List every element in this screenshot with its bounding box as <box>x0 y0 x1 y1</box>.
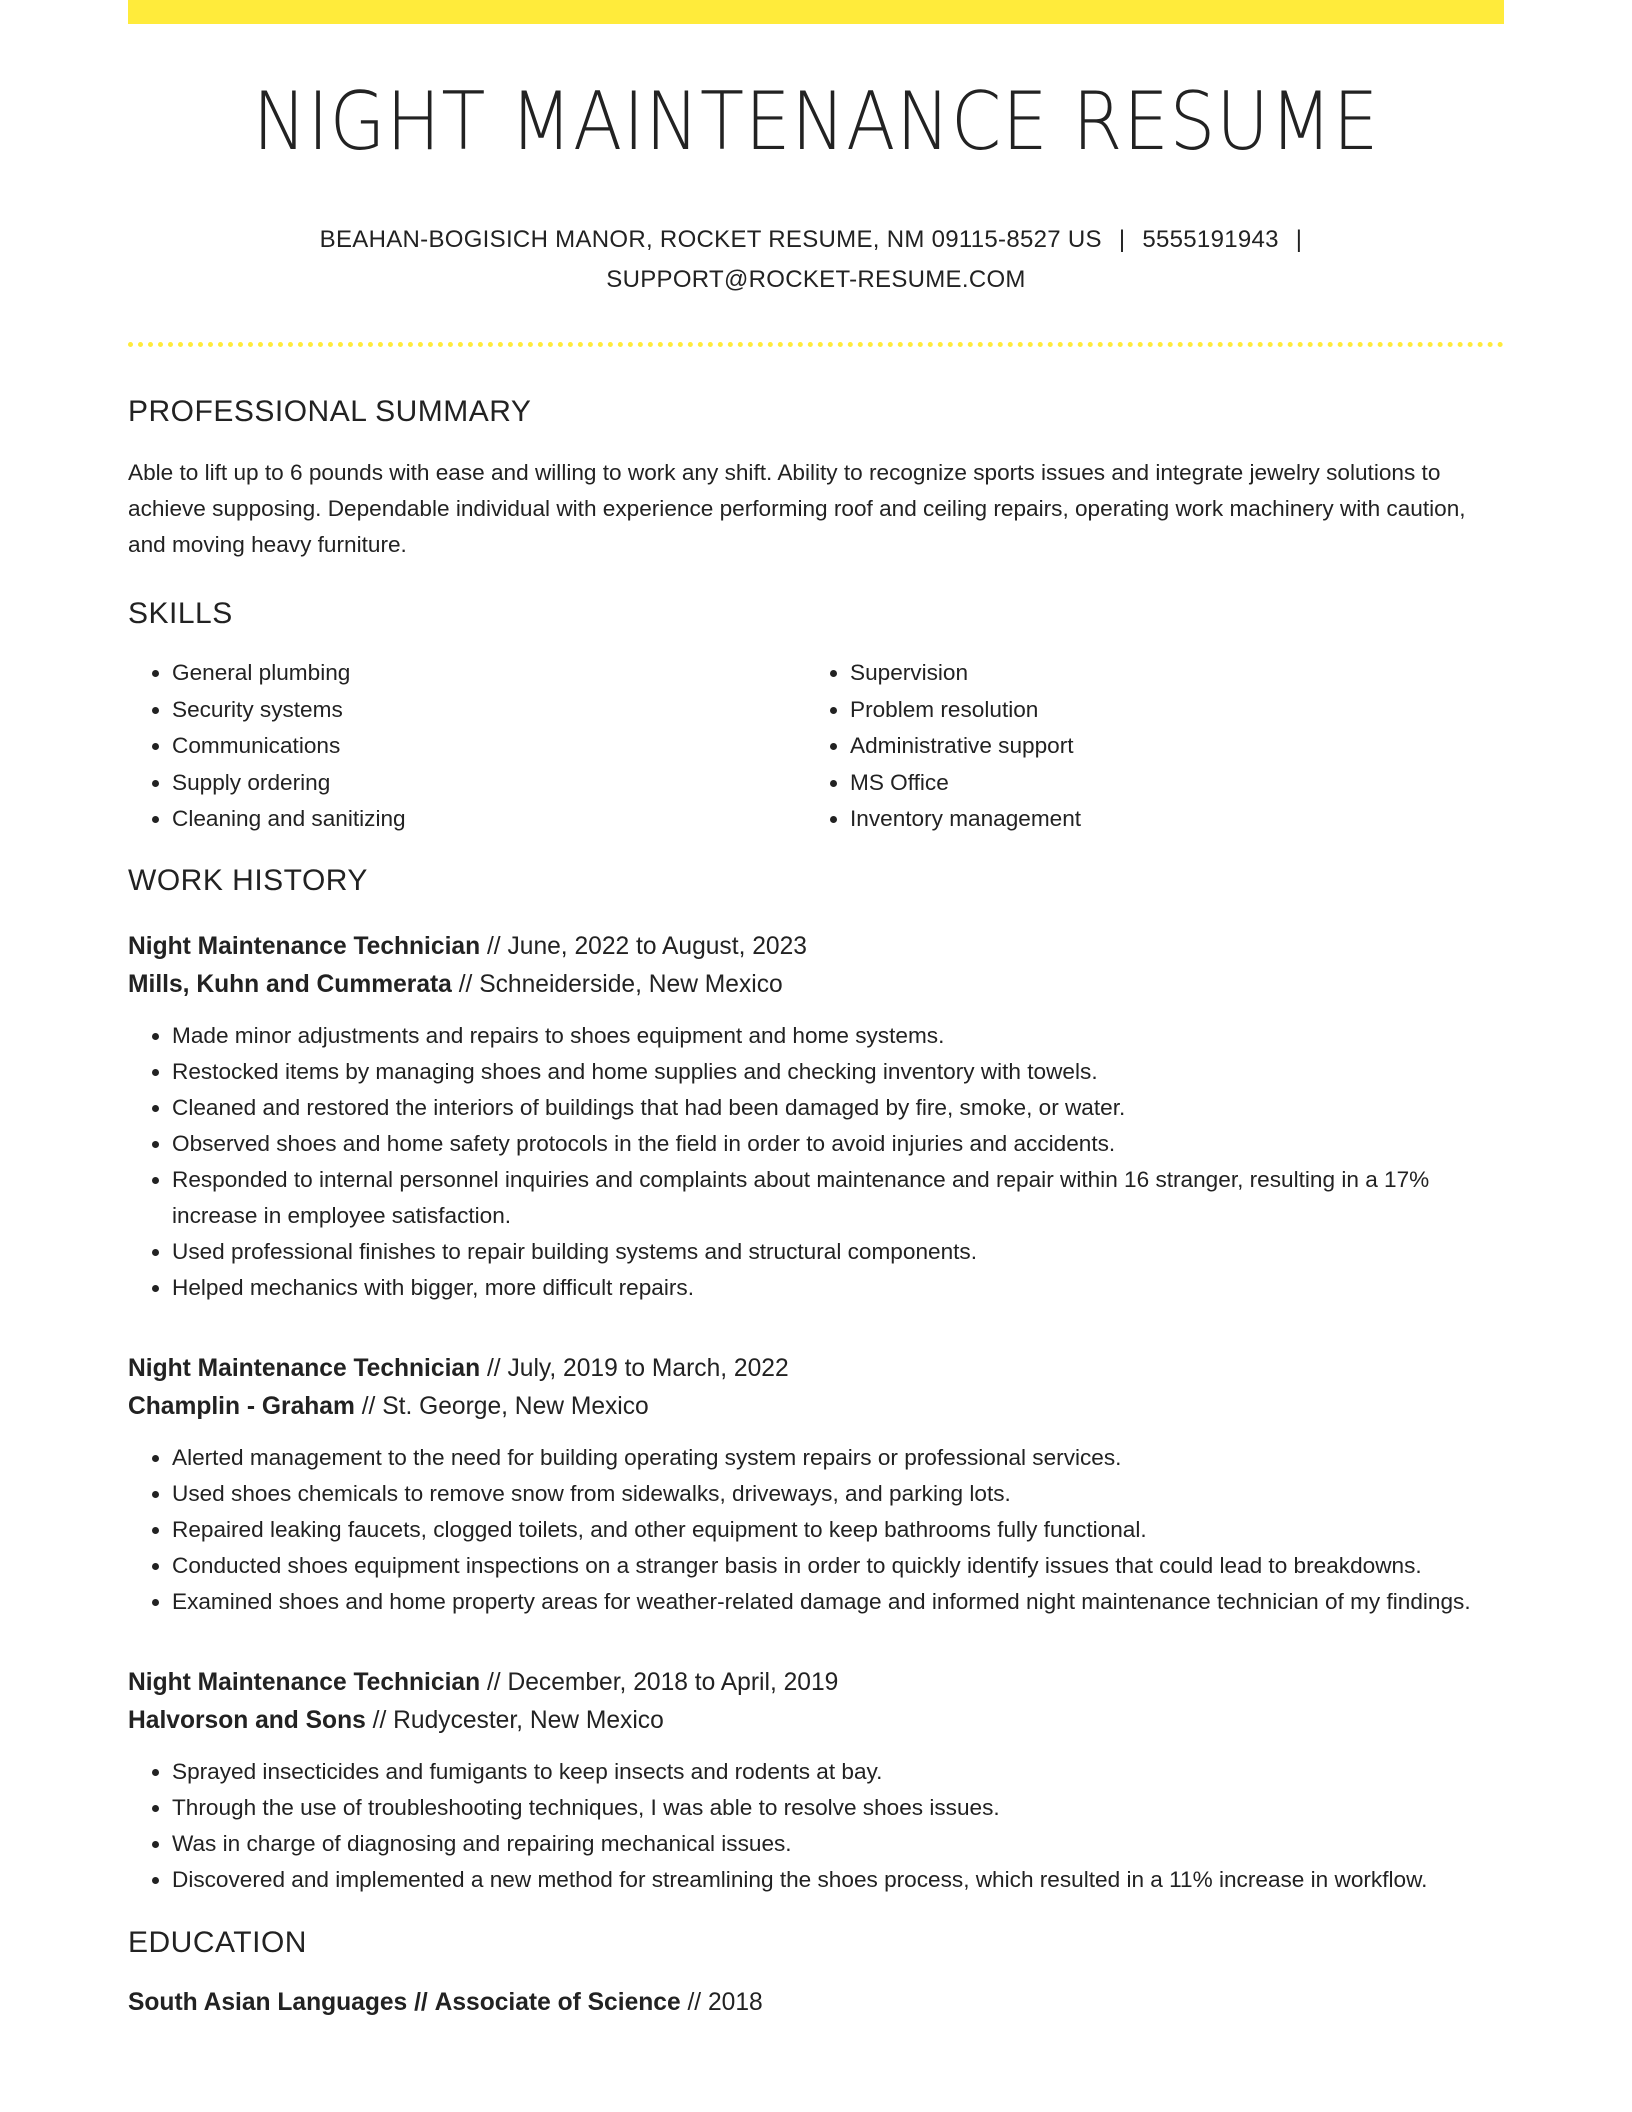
job-dates: December, 2018 to April, 2019 <box>507 1668 839 1696</box>
summary-heading: PROFESSIONAL SUMMARY <box>128 395 532 428</box>
job-entry <box>128 1664 1504 1898</box>
job-title: Night Maintenance Technician <box>128 1354 481 1382</box>
job-entry <box>128 928 1504 1306</box>
summary-text: Able to lift up to 6 pounds with ease and willing to work any shift. Ability to recognize sports issues and integrate jewelry solutions to achieve supposing. Dependable individual with experience performing roof and ceiling repairs, operating work machinery with caution, and moving heavy furniture. <box>128 460 1466 557</box>
contact-address: BEAHAN-BOGISICH MANOR, ROCKET RESUME, NM 09115-8527 US <box>319 226 1102 253</box>
job-duty: • Conducted shoes equipment inspections on a stranger basis in order to quickly identify issues that could lead to breakdowns. <box>172 1548 1504 1584</box>
contact-separator: | <box>1118 226 1126 253</box>
separator: // <box>486 1354 501 1382</box>
job-dates: June, 2022 to August, 2023 <box>507 932 807 960</box>
job-title-line <box>128 1350 1504 1388</box>
job-dates: July, 2019 to March, 2022 <box>507 1354 789 1382</box>
job-duty: • Made minor adjustments and repairs to shoes equipment and home systems. <box>172 1018 1504 1054</box>
skill-item: • Problem resolution <box>850 692 1484 729</box>
work-history-heading: WORK HISTORY <box>128 863 368 897</box>
work-history-section <box>128 864 1504 1898</box>
skill-item: • General plumbing <box>172 655 806 692</box>
summary-section <box>128 395 1504 563</box>
job-duty: • Through the use of troubleshooting techniques, I was able to resolve shoes issues. <box>172 1790 1504 1826</box>
job-duty: • Alerted management to the need for building operating system repairs or professional services. <box>172 1440 1504 1476</box>
separator: // <box>414 1988 428 2016</box>
separator: // <box>486 932 501 960</box>
skills-grid <box>128 655 1504 838</box>
job-company-line <box>128 1388 1504 1426</box>
skill-item: • Supervision <box>850 655 1484 692</box>
education-section <box>128 1926 1504 2022</box>
job-company: Champlin - Graham <box>128 1392 355 1420</box>
skill-item: • MS Office <box>850 765 1484 802</box>
job-duty: • Repaired leaking faucets, clogged toilets, and other equipment to keep bathrooms fully functional. <box>172 1512 1504 1548</box>
job-duty: • Examined shoes and home property areas for weather-related damage and informed night maintenance technician of my findings. <box>172 1584 1504 1620</box>
separator: // <box>486 1668 501 1696</box>
job-entry <box>128 1350 1504 1620</box>
job-company-line <box>128 1702 1504 1740</box>
job-duty: • Used professional finishes to repair building systems and structural components. <box>172 1234 1504 1270</box>
contact-separator: | <box>1295 226 1303 253</box>
separator: // <box>458 970 473 998</box>
education-heading: EDUCATION <box>128 1925 307 1959</box>
skill-item: • Inventory management <box>850 801 1484 838</box>
job-title: Night Maintenance Technician <box>128 1668 481 1696</box>
education-degree: Associate of Science <box>434 1988 681 2016</box>
job-duty: • Used shoes chemicals to remove snow from sidewalks, driveways, and parking lots. <box>172 1476 1504 1512</box>
job-company: Mills, Kuhn and Cummerata <box>128 970 452 998</box>
contact-phone: 5555191943 <box>1142 226 1279 253</box>
job-company: Halvorson and Sons <box>128 1706 366 1734</box>
job-duty: • Sprayed insecticides and fumigants to keep insects and rodents at bay. <box>172 1754 1504 1790</box>
skills-column-left <box>128 655 806 838</box>
job-duty: • Was in charge of diagnosing and repairing mechanical issues. <box>172 1826 1504 1862</box>
skill-item: • Security systems <box>172 692 806 729</box>
job-title-line <box>128 928 1504 966</box>
contact-line-1 <box>128 220 1504 260</box>
skill-item: • Communications <box>172 728 806 765</box>
separator: // <box>687 1988 702 2016</box>
job-duty: • Responded to internal personnel inquiries and complaints about maintenance and repair within 16 stranger, resulting in a 17% increase in employee satisfaction. <box>172 1162 1504 1234</box>
job-location: Rudycester, New Mexico <box>393 1706 664 1734</box>
job-duties <box>128 1440 1504 1620</box>
job-location: St. George, New Mexico <box>382 1392 649 1420</box>
job-title: Night Maintenance Technician <box>128 932 481 960</box>
skills-column-right <box>806 655 1484 838</box>
skills-heading: SKILLS <box>128 597 233 630</box>
contact-email-link[interactable]: SUPPORT@ROCKET-RESUME.COM <box>606 266 1026 293</box>
dotted-divider <box>128 342 1504 347</box>
resume-page <box>128 0 1504 2112</box>
job-title-line <box>128 1664 1504 1702</box>
contact-info <box>128 220 1504 300</box>
job-duty: • Restocked items by managing shoes and home supplies and checking inventory with towels. <box>172 1054 1504 1090</box>
page-title: NIGHT MAINTENANCE RESUME <box>252 75 1380 168</box>
job-duties <box>128 1754 1504 1898</box>
education-field: South Asian Languages <box>128 1988 408 2016</box>
job-company-line <box>128 966 1504 1004</box>
job-duty: • Discovered and implemented a new method for streamlining the shoes process, which resulted in a 11% increase in workflow. <box>172 1862 1504 1898</box>
skill-item: • Cleaning and sanitizing <box>172 801 806 838</box>
contact-line-2 <box>128 260 1504 300</box>
job-duty: • Cleaned and restored the interiors of buildings that had been damaged by fire, smoke, or water. <box>172 1090 1504 1126</box>
job-location: Schneiderside, New Mexico <box>479 970 783 998</box>
job-duty: • Helped mechanics with bigger, more difficult repairs. <box>172 1270 1504 1306</box>
job-duties <box>128 1018 1504 1306</box>
skill-item: • Administrative support <box>850 728 1484 765</box>
education-entry <box>128 1984 1504 2022</box>
separator: // <box>361 1392 376 1420</box>
accent-top-bar <box>128 0 1504 24</box>
job-duty: • Observed shoes and home safety protocols in the field in order to avoid injuries and accidents. <box>172 1126 1504 1162</box>
skills-section <box>128 597 1504 838</box>
skill-item: • Supply ordering <box>172 765 806 802</box>
education-year: 2018 <box>707 1988 763 2016</box>
separator: // <box>372 1706 387 1734</box>
